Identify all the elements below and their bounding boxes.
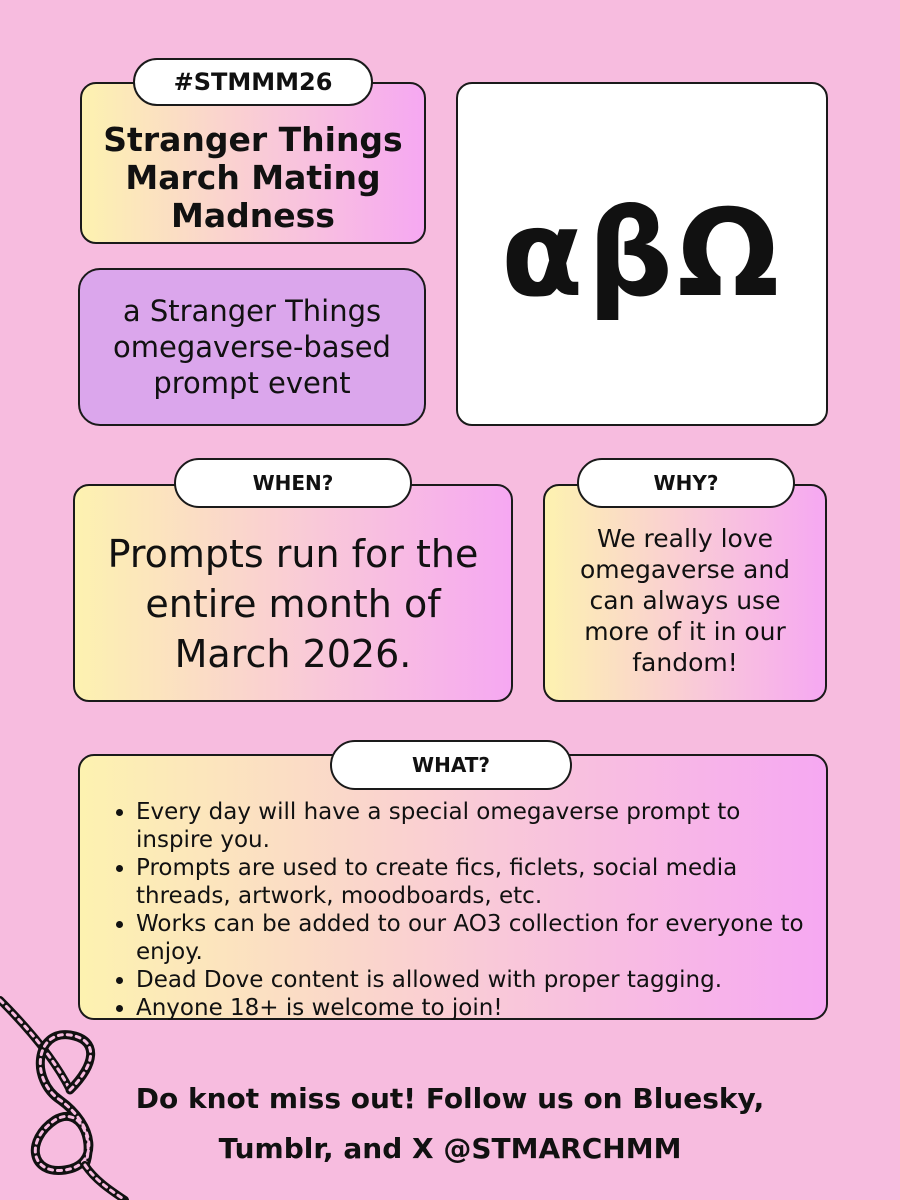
why-label: WHY?: [577, 458, 795, 508]
hashtag-pill: #STMMM26: [133, 58, 373, 106]
event-title: Stranger Things March Mating Madness: [103, 120, 403, 235]
what-list: [110, 798, 806, 1022]
why-text: We really love omegaverse and can always use more of it in our fandom!: [579, 523, 791, 677]
what-box: [78, 754, 828, 1020]
footer-text: Do knot miss out! Follow us on Bluesky, Tumblr, and X @STMARCHMM: [135, 1082, 765, 1165]
list-item: • Anyone 18+ is welcome to join!: [136, 994, 806, 1022]
list-item: • Every day will have a special omegaverse prompt to inspire you.: [136, 798, 806, 854]
alpha-beta-omega-symbols: αβΩ: [500, 184, 784, 324]
list-item: • Prompts are used to create fics, ficlets, social media threads, artwork, moodboards, etc.: [136, 854, 806, 910]
list-item: • Dead Dove content is allowed with proper tagging.: [136, 966, 806, 994]
tagline-text: a Stranger Things omegaverse-based prompt event: [113, 294, 391, 400]
list-item: • Works can be added to our AO3 collection for everyone to enjoy.: [136, 910, 806, 966]
what-label: WHAT?: [330, 740, 572, 790]
when-label: WHEN?: [174, 458, 412, 508]
tagline-box: [78, 268, 426, 426]
when-text: Prompts run for the entire month of March 2026.: [107, 532, 479, 676]
when-box: [73, 484, 513, 702]
why-box: [543, 484, 827, 702]
alpha-beta-omega-logo: [456, 82, 828, 426]
title-box: [80, 82, 426, 244]
